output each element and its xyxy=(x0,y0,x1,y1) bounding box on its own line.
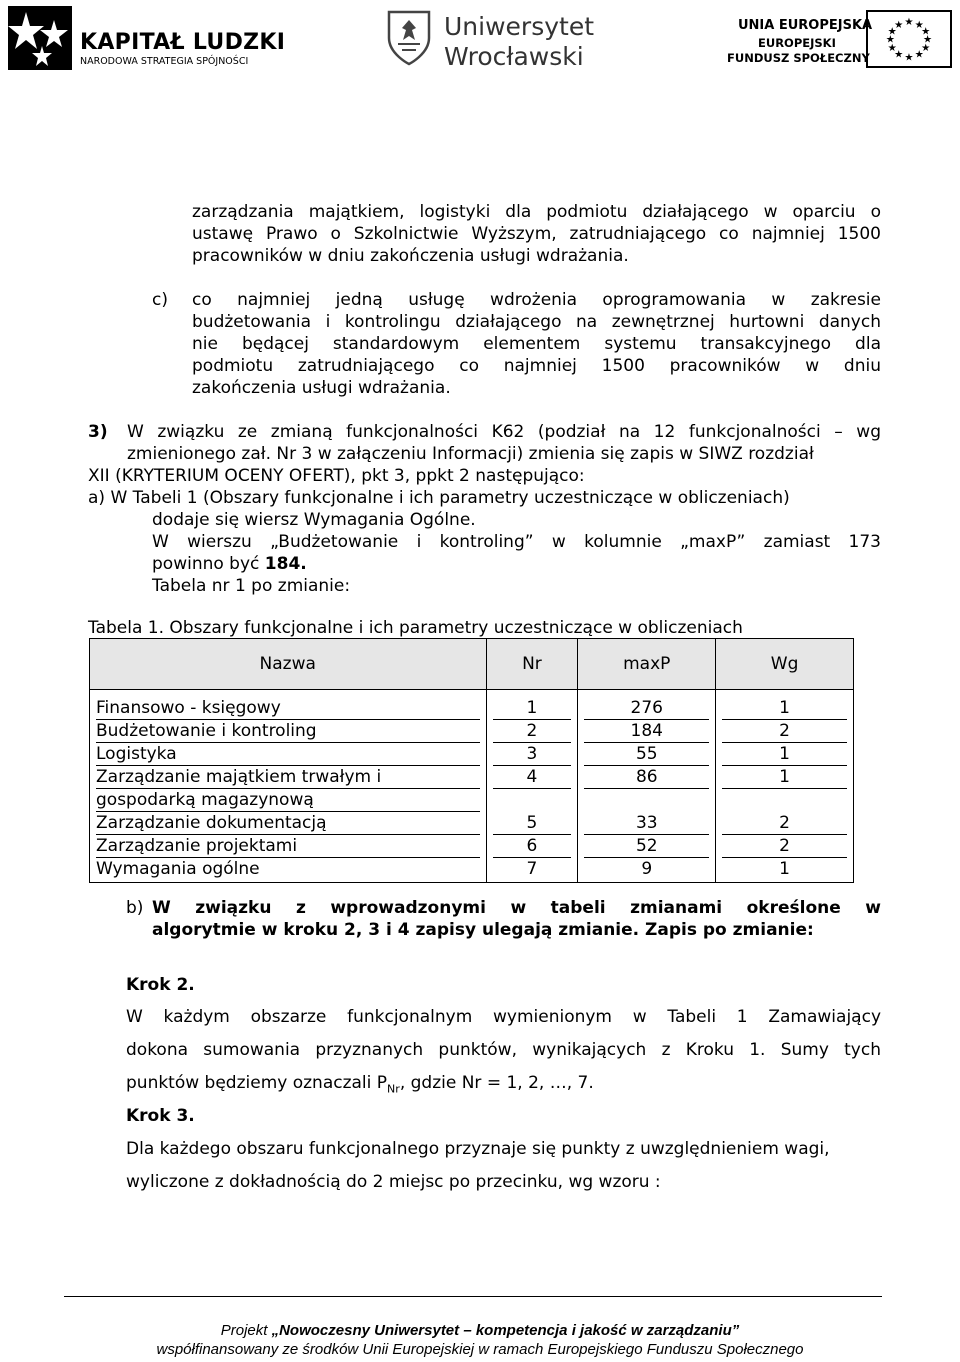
table-caption: Tabela 1. Obszary funkcjonalne i ich parametry uczestniczące w obliczeniach xyxy=(88,618,743,638)
table-header-row xyxy=(90,639,854,690)
table-header-cell: maxP xyxy=(578,639,716,690)
table-cell: 5 xyxy=(486,813,578,836)
table-cell: 33 xyxy=(578,813,716,836)
krok-2-line-3-pre: punktów będziemy oznaczali P xyxy=(126,1073,388,1093)
point-3-line-3: XII (KRYTERIUM OCENY OFERT), pkt 3, ppkt 2 następująco: xyxy=(88,466,585,486)
table-row xyxy=(90,790,854,813)
table-cell: 2 xyxy=(716,836,854,859)
svg-text:★: ★ xyxy=(894,18,904,31)
table-cell: 1 xyxy=(716,698,854,721)
item-c-line-2: budżetowania i kontrolingu działającego na zewnętrznej hurtowni danych xyxy=(192,312,881,332)
krok-3-line-2: wyliczone z dokładnością do 2 miejsc po przecinku, wg wzoru : xyxy=(126,1172,661,1192)
krok-3-title: Krok 3. xyxy=(126,1106,195,1126)
svg-text:★: ★ xyxy=(914,48,924,61)
table-cell: Zarządzanie dokumentacją xyxy=(90,813,487,836)
table-cell: 276 xyxy=(578,698,716,721)
kapital-ludzki-logo-icon xyxy=(8,6,72,70)
table-row xyxy=(90,859,854,883)
table-cell: 2 xyxy=(486,721,578,744)
table-cell xyxy=(486,790,578,813)
university-crest-icon xyxy=(384,8,434,68)
eu-label-line2: EUROPEJSKI xyxy=(758,36,836,50)
footer-divider xyxy=(64,1296,882,1297)
table-header-cell: Nazwa xyxy=(90,639,487,690)
table-header-cell: Nr xyxy=(486,639,578,690)
table-cell: 52 xyxy=(578,836,716,859)
kapital-ludzki-title: KAPITAŁ LUDZKI xyxy=(80,30,286,55)
table-cell: 3 xyxy=(486,744,578,767)
svg-text:★: ★ xyxy=(921,42,931,55)
table-cell: 1 xyxy=(716,767,854,790)
eu-label-line1: UNIA EUROPEJSKA xyxy=(738,18,873,33)
table-cell: 1 xyxy=(486,698,578,721)
svg-text:★: ★ xyxy=(921,25,931,38)
krok-2-title: Krok 2. xyxy=(126,975,195,995)
table-cell: 1 xyxy=(716,859,854,883)
svg-text:★: ★ xyxy=(887,25,897,38)
table-header-cell: Wg xyxy=(716,639,854,690)
item-c-line-1: co najmniej jedną usługę wdrożenia oprogramowania w zakresie xyxy=(192,290,881,310)
item-c-line-4: podmiotu zatrudniającego co najmniej 1500 pracowników w dniu xyxy=(192,356,881,376)
svg-text:★: ★ xyxy=(894,48,904,61)
table-cell: Wymagania ogólne xyxy=(90,859,487,883)
svg-text:★: ★ xyxy=(887,42,897,55)
table-cell: 184 xyxy=(578,721,716,744)
table-cell xyxy=(716,790,854,813)
krok-2-line-1: W każdym obszarze funkcjonalnym wymienionym w Tabeli 1 Zamawiający xyxy=(126,1007,881,1027)
item-a-line-3: W wierszu „Budżetowanie i kontroling” w kolumnie „maxP” zamiast 173 xyxy=(152,532,881,552)
krok-3-line-1: Dla każdego obszaru funkcjonalnego przyznaje się punkty z uwzględnieniem wagi, xyxy=(126,1139,830,1159)
intro-line-2: ustawę Prawo o Szkolnictwie Wyższym, zatrudniającego co najmniej 1500 xyxy=(192,224,881,244)
footer-project-name: „Nowoczesny Uniwersytet – kompetencja i jakość w zarządzaniu” xyxy=(271,1322,740,1339)
table-cell: 2 xyxy=(716,813,854,836)
footer-project-prefix: Projekt xyxy=(220,1322,272,1339)
page-header xyxy=(0,0,960,90)
krok-2-subscript: Nr xyxy=(387,1082,400,1096)
table-cell: Logistyka xyxy=(90,744,487,767)
footer-project-line xyxy=(0,1322,960,1339)
table-cell: 6 xyxy=(486,836,578,859)
kapital-ludzki-subtitle: NARODOWA STRATEGIA SPÓJNOŚCI xyxy=(80,56,249,67)
krok-2-line-3 xyxy=(126,1072,594,1100)
table-cell: 7 xyxy=(486,859,578,883)
table-cell: 86 xyxy=(578,767,716,790)
point-3-label: 3) xyxy=(88,422,108,442)
item-a-line-4-text: powinno być xyxy=(152,554,265,574)
table-cell: Zarządzanie majątkiem trwałym i xyxy=(90,767,487,790)
table-cell: Budżetowanie i kontroling xyxy=(90,721,487,744)
table-row xyxy=(90,813,854,836)
item-a-new-value: 184. xyxy=(264,554,307,574)
table-cell: gospodarką magazynową xyxy=(90,790,487,813)
table-cell: Zarządzanie projektami xyxy=(90,836,487,859)
table-row xyxy=(90,744,854,767)
table-cell: 9 xyxy=(578,859,716,883)
university-name-line1: Uniwersytet xyxy=(444,12,594,41)
item-b-line-2: algorytmie w kroku 2, 3 i 4 zapisy ulegają zmianie. Zapis po zmianie: xyxy=(152,920,814,940)
item-c-line-3: nie będącej standardowym elementem systemu transakcyjnego dla xyxy=(192,334,881,354)
eu-flag-icon xyxy=(866,10,952,68)
svg-text:★: ★ xyxy=(904,16,914,29)
point-3-line-2: zmienionego zał. Nr 3 w załączeniu Informacji) zmienia się zapis w SIWZ rozdział xyxy=(127,444,814,464)
item-c-line-5: zakończenia usługi wdrażania. xyxy=(192,378,451,398)
table-cell: Finansowo - księgowy xyxy=(90,698,487,721)
table-cell: 4 xyxy=(486,767,578,790)
table-row xyxy=(90,767,854,790)
university-name-line2: Wrocławski xyxy=(444,42,584,71)
krok-2-line-3-post: , gdzie Nr = 1, 2, …, 7. xyxy=(399,1073,594,1093)
item-c-label: c) xyxy=(152,290,168,310)
item-b-label: b) xyxy=(126,898,144,918)
intro-line-1: zarządzania majątkiem, logistyki dla podmiotu działającego w oparciu o xyxy=(192,202,881,222)
item-b-line-1: W związku z wprowadzonymi w tabeli zmianami określone w xyxy=(152,898,881,918)
functional-areas-table xyxy=(89,638,854,883)
table-row xyxy=(90,836,854,859)
table-cell: 2 xyxy=(716,721,854,744)
intro-line-3: pracowników w dniu zakończenia usługi wdrażania. xyxy=(192,246,629,266)
item-a-line-2: dodaje się wiersz Wymagania Ogólne. xyxy=(152,510,476,530)
svg-text:★: ★ xyxy=(885,33,895,46)
svg-text:★: ★ xyxy=(923,33,933,46)
item-a-line-1: a) W Tabeli 1 (Obszary funkcjonalne i ich parametry uczestniczące w obliczeniach) xyxy=(88,488,790,508)
footer-funding-line: współfinansowany ze środków Unii Europejskiej w ramach Europejskiego Funduszu Społecznego xyxy=(156,1341,804,1358)
eu-label-line3: FUNDUSZ SPOŁECZNY xyxy=(727,51,870,65)
table-cell xyxy=(578,790,716,813)
table-cell: 1 xyxy=(716,744,854,767)
table-row xyxy=(90,721,854,744)
table-spacer-row xyxy=(90,690,854,699)
table-row xyxy=(90,698,854,721)
point-3-line-1: W związku ze zmianą funkcjonalności K62 (podział na 12 funkcjonalności – wg xyxy=(127,422,881,442)
svg-text:★: ★ xyxy=(914,18,924,31)
krok-2-line-2: dokona sumowania przyznanych punktów, wynikających z Kroku 1. Sumy tych xyxy=(126,1040,881,1060)
item-a-line-4 xyxy=(152,553,307,575)
table-cell: 55 xyxy=(578,744,716,767)
item-a-line-5: Tabela nr 1 po zmianie: xyxy=(152,576,351,596)
svg-text:★: ★ xyxy=(904,51,914,64)
